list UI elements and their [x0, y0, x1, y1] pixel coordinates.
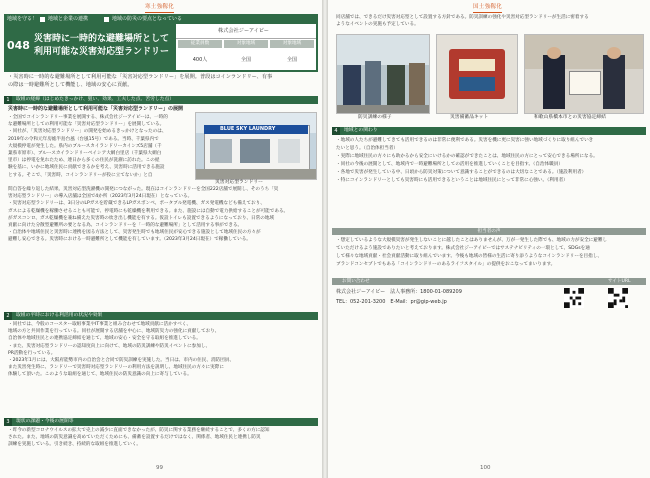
section-body — [336, 139, 642, 187]
body-line: ・実際に地域住民の方々にも助かるから安全にいけるかの確認ができたことは、地域住民の方にとって安心できる場所になる。 — [336, 154, 598, 159]
body-line: PR活動を行っている。 — [8, 350, 56, 356]
top-category: 寒土強靱化 — [145, 5, 174, 13]
body-line: ・各地で災害が発生している中、日頃から防災対策について意識することができるのは大切なことである。（施設利用者） — [336, 170, 587, 175]
agreement-photo — [524, 34, 644, 114]
body-line: また災害発生時に、ランドリーで災害時対応型ランドリーの利用方法を説明し、地域住民の方々に実際に — [8, 365, 224, 371]
body-line: ていただけるよう施設でありたいと考えております。株式会社ジーアイピーではサステナビリティの一環として、SDGsを通 — [336, 246, 590, 251]
body-line: な避難場所としての利用可能な「災害対応型ランドリー」を展開している。 — [8, 122, 165, 128]
intro-line: ・災害時に一時的な避難場所として利用可能な「災害対応型ランドリー」を展開。普段はコインランドリー、有事 — [8, 74, 273, 80]
section-title: 現状の課題・今後の展開等 — [16, 419, 74, 424]
stats-value: 400人 — [192, 57, 208, 63]
contact-line: TEL：052-201-3200 E-Mail：pr@gip-web.jp — [336, 299, 447, 305]
body-line: ・また、災害対応型ランドリーの認知度向上に向けて、地域の防災訓練や防災イベントに参加し、 — [8, 343, 211, 349]
body-line: 貢献に向けた分散型避難所の要となる為、コインランドリーを「一時的な避難場所」として活用する事ができる。 — [8, 222, 243, 228]
intro-line: の際は一時避難所として機能し、地域の安心に貢献。 — [8, 82, 133, 88]
body-line: ・全国でコインランドリー事業を展開する、株式会社ジーアイピーは、一時的 — [8, 115, 168, 120]
stats-header: 対象地域 — [270, 40, 314, 48]
checkbox-icon — [104, 17, 109, 22]
drill-photo — [336, 34, 430, 114]
contact-line: 株式会社ジーアイピー 法人事務所：1800-01-089209 — [336, 289, 462, 295]
laundry-photo — [195, 112, 317, 180]
page-number: 99 — [156, 465, 163, 471]
qr-code-icon[interactable] — [564, 288, 584, 308]
body-line: 験を基に、いかに地域住民に貢献できるかを考え、災害時に活用できる施設 — [8, 165, 165, 171]
photo-caption: 災害備蓄品キット — [450, 115, 489, 120]
body-line: ガスによる乾燥機を稼働させることも可能で、停電時にも乾燥機を利用できる。また、施設には自動で電力供給することが可能である。 — [8, 208, 289, 214]
body-line: ・同社の今後の展開として、地域内で一時避難場所としての活用を推進していくことを目指す。（自治体職員） — [336, 162, 563, 167]
body-line: ようなイベントの実施も予定している。 — [336, 22, 419, 28]
section-number: 4 — [332, 127, 340, 135]
stats-header: 従業員数 — [178, 40, 222, 48]
body-line: がガスコンロ、ガス乾燥機を兼ね備えた災害時の炊き出し機能を有する。仮設トイレも設置できるようになっており、日常の地域 — [8, 215, 275, 221]
section-number: 3 — [4, 418, 12, 426]
section-title: 取組の経緯（はじめたきっかけ、狙い、効果、工夫した点、苦労した点） — [16, 97, 175, 102]
page-title: 利用可能な災害対応型ランドリー — [34, 47, 170, 57]
comment-header — [332, 228, 646, 235]
company-info-box — [176, 24, 316, 70]
photo-caption: 和歌山県橋本市との災害協定締結 — [534, 115, 606, 120]
body-line: 問自答を繰り返した結果、災害対応型洗濯機の開発につながった。現在はコインランドリーを全国222店舗で展開し、そのうち「災 — [8, 187, 279, 192]
body-line: 大規模停電が発生した。県内のブルースカイランドリーカインズ5店舗（千 — [8, 143, 162, 149]
section-header — [332, 127, 646, 135]
body-line: たいと思う。（自治体担当者） — [336, 146, 399, 151]
body-line: して様々な地域貢献・社会貢献活動に取り組んでいます。今後も地域の皆様の生活に寄り添うようなコインランドリーを目指し、 — [336, 254, 602, 259]
header-block — [4, 14, 318, 72]
section-body — [8, 323, 314, 381]
body-line: 避難し安心できる。災害時における一時避難所として機能を有しています。（2023年3月24日現在）で稼働している。 — [8, 237, 251, 243]
comment-body — [336, 239, 642, 271]
right-page — [328, 0, 650, 478]
shop-sign: BLUE SKY LAUNDRY — [220, 126, 276, 132]
qr-code-icon[interactable] — [608, 288, 628, 308]
body-line: ・特にコインランドリーとしても災害時にも活用できるということは地域住民にとって非常に心強い。（利用者） — [336, 178, 568, 183]
checkbox-icon — [40, 17, 45, 22]
stats-value: 全国 — [286, 57, 297, 63]
case-number: 048 — [7, 39, 30, 52]
page-number: 100 — [480, 465, 491, 471]
body-line: ・同社が、「災害対応型ランドリー」の開発を始めるきっかけとなったのは、 — [8, 129, 167, 135]
body-line: とする。そこで、「災害時、コインランドリーが役に立てないか」と自 — [8, 172, 153, 178]
body-line: ・地域の人たちが避難してきても活用できるのは非常に便利である。災害を機に更に災害に強い地域づくりに取り組んでいき — [336, 138, 594, 143]
url-label: サイトURL — [608, 278, 631, 284]
section-body — [8, 188, 314, 246]
intro-text — [8, 75, 314, 91]
section-body — [8, 116, 188, 181]
body-line: ・同社では、今般のコースター取組事業やIT事業と組み合わせて地域貢献に活かすべく、 — [8, 322, 191, 327]
company-name: 株式会社ジーアイピー — [218, 28, 269, 34]
contact-header — [332, 278, 646, 285]
body-line: ・想定しているような大規模災害が発生しないことに越したことはありませんが、万が一発生した際でも、地域の力が安全に避難し — [336, 238, 608, 243]
section-header — [4, 418, 318, 426]
body-line: ・災害対応型ランドリーは、3日分のLPガスを貯蔵できるLPガスボンベ、ポータブル発電機、ガス発電機なども備えており、 — [8, 201, 265, 207]
stats-header: 対象地域 — [224, 40, 268, 48]
stats-value: 全国 — [240, 57, 251, 63]
body-line: された。また、地域の防災意識を高めていただくためにも、備蓄を設置するだけではなく、関係者、地域住民と連携し防災 — [8, 435, 261, 441]
left-page — [0, 0, 322, 478]
section-title: 取組の平時における利活用の状況や効果 — [16, 313, 103, 318]
body-line: 2019年の令和元年房総半島台風（台風15号）である。当時、千葉県内で — [8, 136, 159, 142]
body-line: ブランドコンセプトでもある「コインランドリーのあるライフスタイル」の提供をおこなってまいります。 — [336, 262, 556, 267]
body-line: ・昨今の新型コロナウイルスの拡大で売上の減少に直面できなかったが、防災に関する業務を継続することで、多くの方に認知 — [8, 428, 270, 433]
body-line: 自治体や地域住民との連携協定締結を通じて、地域の安心・安全を守る取組を推進している。 — [8, 336, 201, 342]
body-line: 同店舗では、できるだけ災害対応型として設置する方針である。防災訓練の強化や災害対応型ランドリーが生活に密着する — [336, 15, 589, 20]
photo-caption: 災害対応型ランドリー — [215, 180, 263, 185]
body-line: ・自治体や地域住民と災害時に連携を図る方法として、災害発生時でも地域住民が安心できる施設として地域住民の方々が — [8, 230, 261, 236]
section-number: 2 — [4, 312, 12, 320]
body-line: 害対応型ランドリー」の導入店舗は全国で4か所（2023年3月24日現在）となっている。 — [8, 194, 193, 200]
comment-title: 担当者の声 — [477, 228, 501, 234]
divider — [176, 38, 316, 39]
supplies-photo — [436, 34, 518, 114]
section-header — [4, 96, 318, 104]
header-tag: 地域と企業の連携 — [48, 16, 89, 22]
body-line: 地域の方と共同作業を行っている。同社が展開する店舗を中心に、地域防災力の強化に貢献しており、 — [8, 329, 220, 335]
section-body — [8, 429, 314, 451]
page-title: 災害時に一時的な避難場所として — [34, 34, 170, 44]
body-line: 里市）は停電を免れたため、連日から多くの住民が洗濯に訪れた。この経 — [8, 158, 160, 164]
photo-caption: 防災訓練の様子 — [358, 115, 392, 120]
header-tag: 地域の防災の要点となっている — [112, 16, 183, 22]
intro-text — [336, 16, 642, 30]
top-category: 国土強靱化 — [473, 5, 502, 13]
section-title: 地域との関わり — [344, 128, 378, 133]
header-tag: 地域を守る！ — [7, 16, 38, 22]
body-line: 葉県市原市）、ブルースカイランドリーベイシア大網白里店（千葉県大網白 — [8, 150, 162, 156]
section-subheading: 災害時に一時的な避難場所として利用可能な「災害対応型ランドリー」の展開 — [8, 106, 184, 112]
body-line: ・2023年1月には、大阪府能勢市内の自治会と合同で防災訓練を実施した。当日は、市内の住民、消防団員、 — [8, 357, 234, 363]
contact-label: お問い合わせ — [342, 278, 370, 284]
section-header — [4, 312, 318, 320]
body-line: 訓練を実施している。引き続き、持続的な取組を推進していく。 — [8, 442, 141, 448]
section-number: 1 — [4, 96, 12, 104]
body-line: 体験して頂いた。このような取組を通じて、地域住民の防災意識の向上に寄与している。 — [8, 372, 192, 378]
